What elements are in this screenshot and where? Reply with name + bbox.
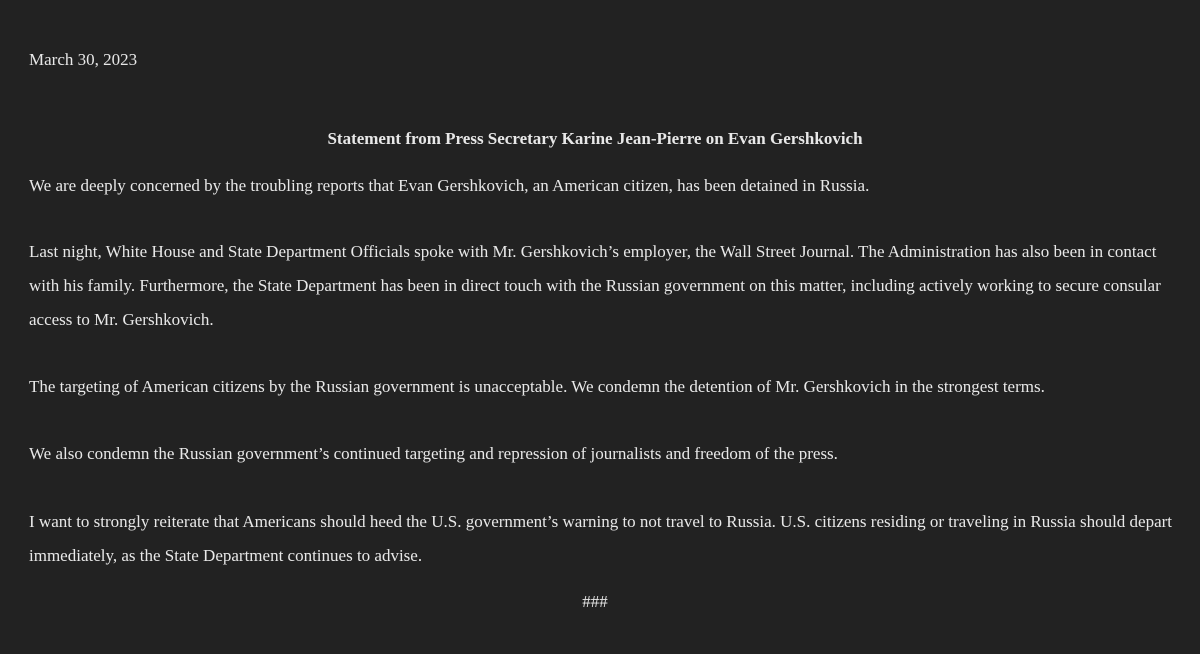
end-mark: ### (582, 592, 608, 611)
statement-date: March 30, 2023 (29, 50, 138, 69)
statement-paragraph: Last night, White House and State Department Officials spoke with Mr. Gershkovich’s employer, the Wall Street Journal. The Administration has also been in contact with his family. Furthermore, the State Department has been in direct touch with the Russian government on this matter, including actively working to secure consular access to Mr. Gershkovich. (29, 242, 1161, 329)
statement-paragraph: I want to strongly reiterate that Americans should heed the U.S. government’s warning to not travel to Russia. U.S. citizens residing or traveling in Russia should depart immediately, as the State Department continues to advise. (29, 512, 1173, 565)
statement-title: Statement from Press Secretary Karine Jean-Pierre on Evan Gershkovich (327, 129, 863, 148)
statement-paragraph: We are deeply concerned by the troubling reports that Evan Gershkovich, an American citizen, has been detained in Russia. (29, 176, 870, 195)
statement-paragraph: We also condemn the Russian government’s continued targeting and repression of journalists and freedom of the press. (29, 444, 838, 463)
statement-paragraph: The targeting of American citizens by the Russian government is unacceptable. We condemn the detention of Mr. Gershkovich in the strongest terms. (29, 377, 1045, 396)
